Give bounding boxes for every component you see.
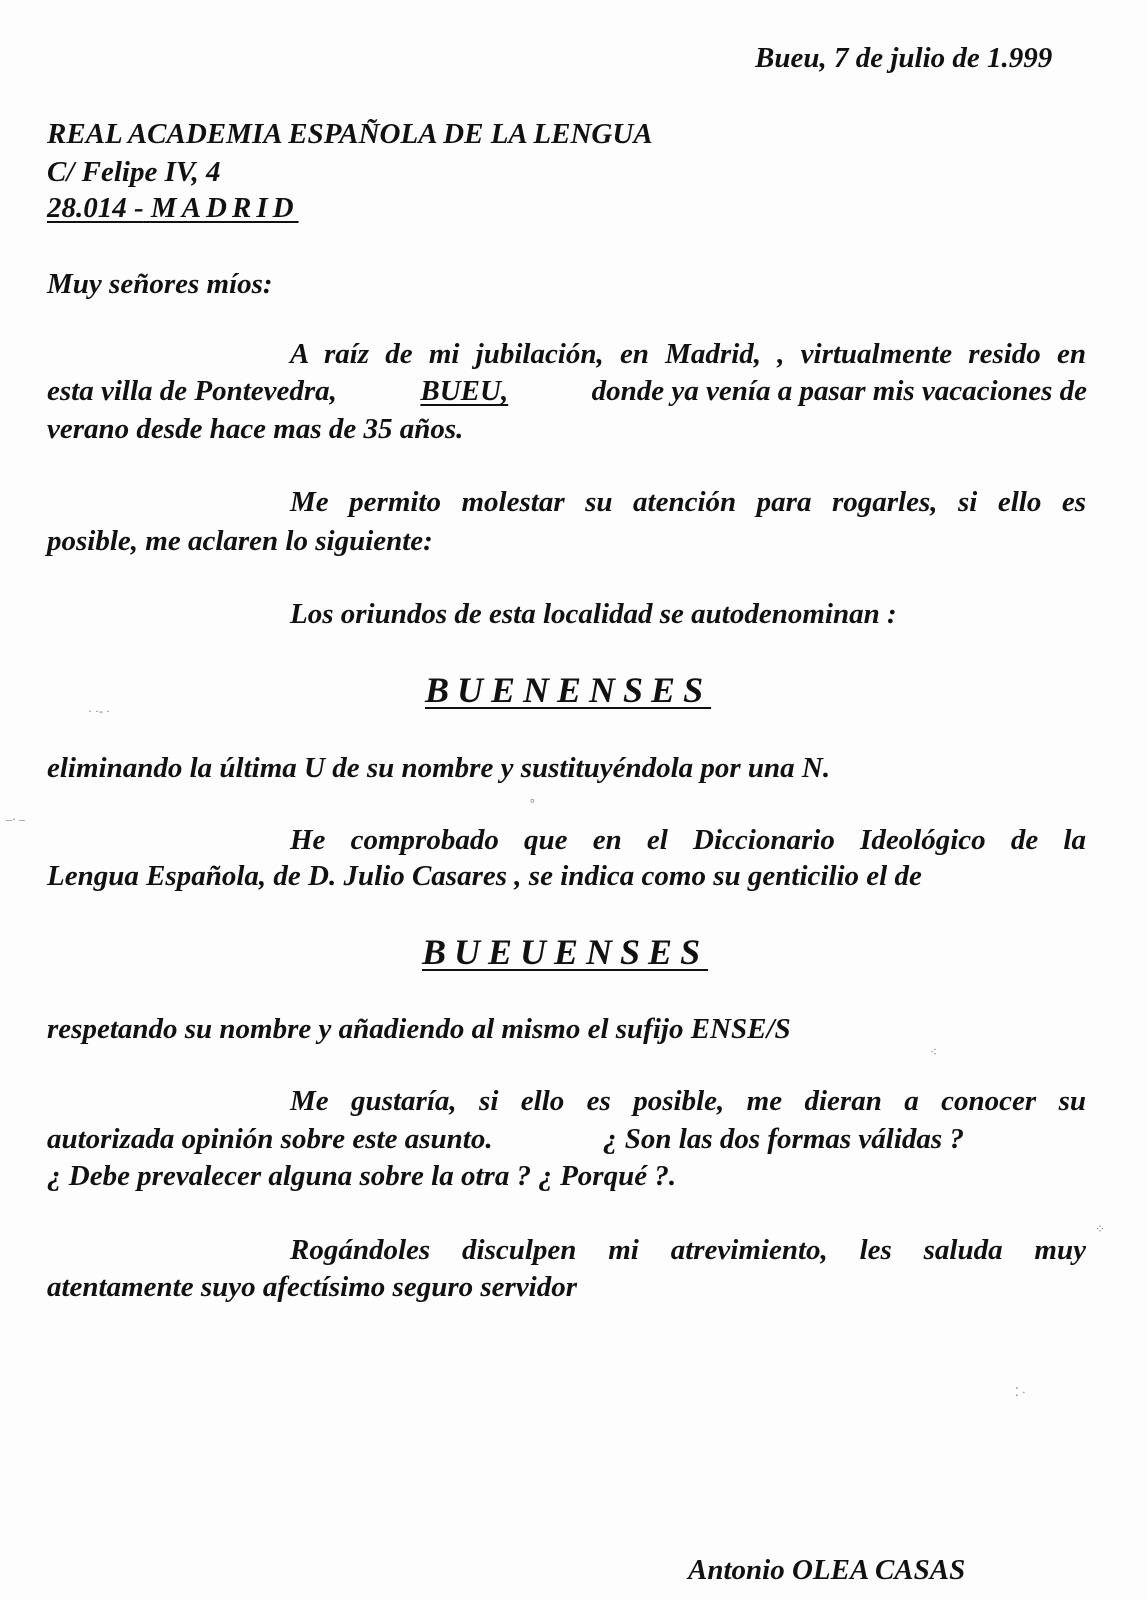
demonym-bueuenses: BUEUENSES	[422, 932, 709, 972]
paragraph1-line2	[47, 373, 1087, 409]
paragraph5-line1: He comprobado que en el Diccionario Ideológico de la	[290, 824, 1086, 856]
paragraph1-line2-pre: esta villa de Pontevedra,	[47, 375, 337, 407]
paragraph7-line2b: ¿ Son las dos formas válidas ?	[603, 1123, 964, 1155]
paragraph8-line2: atentamente suyo afectísimo seguro servidor	[47, 1271, 578, 1303]
paragraph7-line3: ¿ Debe prevalecer alguna sobre la otra ? ¿ Porqué ?.	[47, 1160, 677, 1192]
scan-speck: ⁘	[1095, 1222, 1106, 1236]
paragraph5-line2: Lengua Española, de D. Julio Casares , se indica como su genticilio el de	[47, 860, 922, 892]
paragraph7-line2a: autorizada opinión sobre este asunto.	[47, 1123, 493, 1155]
paragraph6: respetando su nombre y añadiendo al mismo el sufijo ENSE/S	[47, 1013, 791, 1045]
salutation: Muy señores míos:	[47, 268, 273, 300]
date-line: Bueu, 7 de julio de 1.999	[755, 42, 1053, 74]
recipient-postal-code: 28.014 -	[47, 192, 144, 224]
scan-speck: °	[530, 796, 535, 810]
paragraph2-line2: posible, me aclaren lo siguiente:	[47, 525, 433, 557]
paragraph7-line1: Me gustaría, si ello es posible, me dieran a conocer su	[290, 1085, 1086, 1117]
paragraph8-line1: Rogándoles disculpen mi atrevimiento, les saluda muy	[290, 1234, 1086, 1266]
scan-speck: ⁚ ·	[1015, 1385, 1026, 1399]
scan-speck: ⁖	[930, 1045, 938, 1059]
paragraph1-line2-post: donde ya venía a pasar mis vacaciones de	[591, 375, 1087, 407]
scan-speck: · ·- ·	[88, 704, 110, 718]
demonym-buenenses: BUENENSES	[425, 670, 712, 710]
recipient-city: MADRID	[150, 192, 299, 224]
place-name-bueu: BUEU,	[420, 375, 509, 407]
signature-name: Antonio OLEA CASAS	[688, 1554, 966, 1586]
recipient-city-line	[47, 190, 299, 226]
paragraph2-line1: Me permito molestar su atención para rogarles, si ello es	[290, 486, 1086, 518]
recipient-street: C/ Felipe IV, 4	[47, 156, 221, 188]
recipient-name: REAL ACADEMIA ESPAÑOLA DE LA LENGUA	[47, 118, 653, 150]
paragraph1-line3: verano desde hace mas de 35 años.	[47, 413, 464, 445]
paragraph1-line1: A raíz de mi jubilación, en Madrid, , virtualmente resido en	[290, 338, 1086, 370]
paragraph3: Los oriundos de esta localidad se autodenominan :	[290, 598, 897, 630]
paragraph4: eliminando la última U de su nombre y sustituyéndola por una N.	[47, 752, 831, 784]
scan-speck: –· –	[6, 812, 25, 826]
